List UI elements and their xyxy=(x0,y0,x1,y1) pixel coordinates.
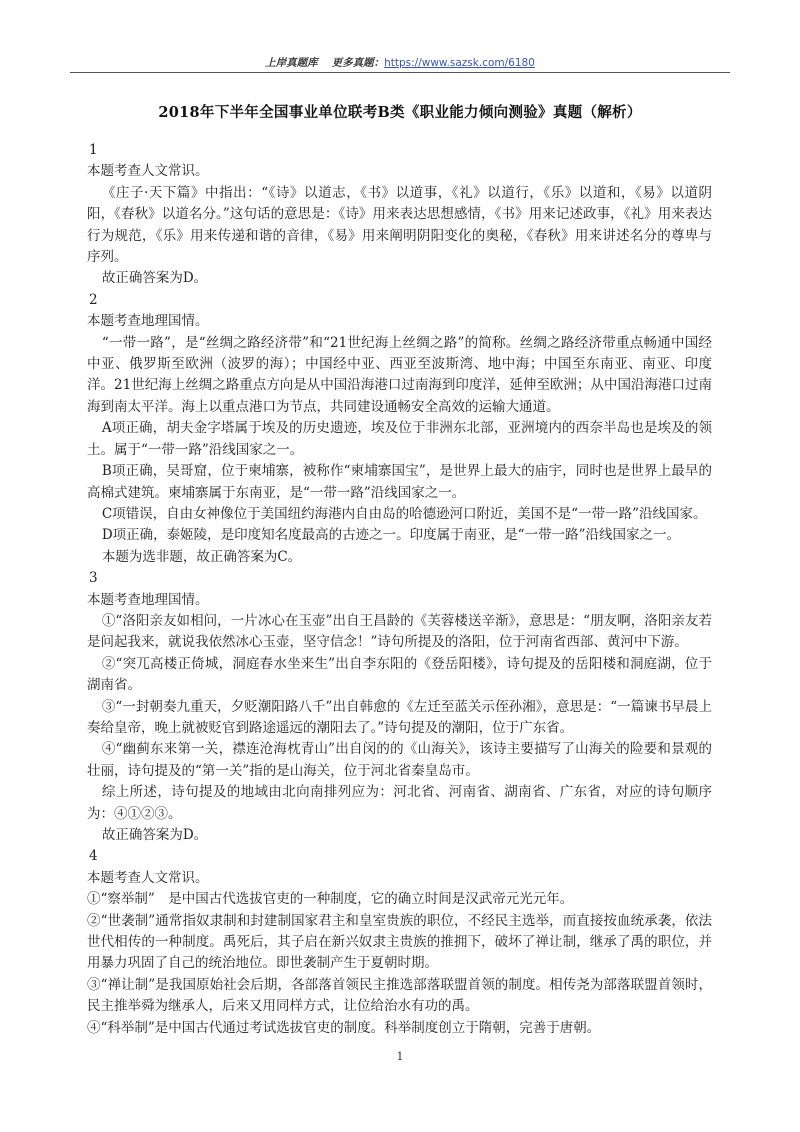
paragraph: B项正确，吴哥窟，位于柬埔寨，被称作“柬埔寨国宝”，是世界上最大的庙宇，同时也是世界上最早的高棉式建筑。柬埔寨属于东南亚，是“一带一路”沿线国家之一。 xyxy=(87,463,712,501)
source-link[interactable]: https://www.sazsk.com/6180 xyxy=(384,57,535,69)
answer-line: 故正确答案为D。 xyxy=(101,270,208,287)
page-header xyxy=(0,55,800,70)
paragraph: ①“洛阳亲友如相问，一片冰心在玉壶”出自王昌龄的《芙蓉楼送辛渐》，意思是：“朋友啊，洛阳亲友若是问起我来，就说我依然冰心玉壶，坚守信念！”诗句所提及的洛阳，位于河南省西部、黄河中下游。 xyxy=(87,612,712,651)
paragraph: ②“突兀高楼正倚城，洞庭春水坐来生”出自李东阳的《登岳阳楼》，诗句提及的岳阳楼和洞庭湖，位于湖南省。 xyxy=(87,655,712,694)
paragraph: ④“科举制”是中国古代通过考试选拔官吏的制度。科举制度创立于隋朝，完善于唐朝。 xyxy=(87,1019,601,1036)
more-label: 更多真题： xyxy=(331,57,385,69)
paragraph: 本题考查人文常识。 xyxy=(87,869,209,886)
paragraph: ④“幽蓟东来第一关，襟连沧海枕青山”出自闵的的《山海关》，该诗主要描写了山海关的险要和景观的壮丽，诗句提及的“第一关”指的是山海关，位于河北省秦皇岛市。 xyxy=(87,741,712,779)
paragraph: 《庄子·天下篇》中指出：“《诗》以道志，《书》以道事，《礼》以道行，《乐》以道和，《易》以道阴阳，《春秋》以道名分。”这句话的意思是：《诗》用来表达思想感情，《书》用来记述政事，《礼》用来表达行为规范，《乐》用来传递和谐的音律，《易》用来阐明阴阳变化的奥秘，《春秋》用来讲述名分的尊卑与序列。 xyxy=(87,184,712,266)
paragraph: “一带一路”，是“丝绸之路经济带”和“21世纪海上丝绸之路”的简称。丝绸之路经济带重点畅通中国经中亚、俄罗斯至欧洲（波罗的海）；中国经中亚、西亚至波斯湾、地中海；中国至东南亚、南亚、印度洋。21世纪海上丝绸之路重点方向是从中国沿海港口过南海到印度洋，延伸至欧洲；从中国沿海港口过南海到南太平洋。海上以重点港口为节点，共同建设通畅安全高效的运输大通道。 xyxy=(87,334,712,415)
answer-line: 故正确答案为D。 xyxy=(101,827,208,843)
question-number: 3 xyxy=(89,570,98,587)
paragraph: ③“一封朝奏九重天，夕贬潮阳路八千”出自韩愈的《左迁至蓝关示侄孙湘》，意思是：“一篇谏书早晨上奏给皇帝，晚上就被贬官到路途遥远的潮阳去了。”诗句提及的潮阳，位于广东省。 xyxy=(87,698,712,736)
paragraph: A项正确，胡夫金字塔属于埃及的历史遗迹，埃及位于非洲东北部，亚洲境内的西奈半岛也是埃及的领土。属于“一带一路”沿线国家之一。 xyxy=(87,420,712,458)
paragraph: ①“察举制” 是中国古代选拔官吏的一种制度，它的确立时间是汉武帝元光元年。 xyxy=(87,891,574,908)
paragraph: D项正确，泰姬陵，是印度知名度最高的古迹之一。印度属于南亚，是“一带一路”沿线国家之一。 xyxy=(101,527,680,544)
answer-line: 本题为选非题，故正确答案为C。 xyxy=(101,548,302,565)
paragraph: C项错误，自由女神像位于美国纽约海港内自由岛的哈德逊河口附近，美国不是“一带一路”沿线国家。 xyxy=(101,505,707,522)
header-divider xyxy=(70,72,730,73)
document-title: 2018年下半年全国事业单位联考B类《职业能力倾向测验》真题（解析） xyxy=(158,104,642,121)
question-number: 4 xyxy=(89,848,98,865)
site-name: 上岸真题库 xyxy=(265,57,318,69)
paragraph: 综上所述，诗句提及的地域由北向南排列应为：河北省、河南省、湖南省、广东省，对应的诗句顺序为：④①②③。 xyxy=(87,784,712,822)
paragraph: ③“禅让制”是我国原始社会后期，各部落首领民主推选部落联盟首领的制度。相传尧为部落联盟首领时，民主推举舜为继承人，后来又用同样方式，让位给治水有功的禹。 xyxy=(87,976,712,1015)
paragraph: 本题考查人文常识。 xyxy=(87,163,209,180)
paragraph: ②“世袭制”通常指奴隶制和封建制国家君主和皇室贵族的职位，不经民主选举，而直接按血统承袭，依法世代相传的一种制度。禹死后，其子启在新兴奴隶主贵族的推拥下，破坏了禅让制，继承了禹的职位，并用暴力巩固了自己的统治地位。即世袭制产生于夏朝时期。 xyxy=(87,912,712,972)
paragraph: 本题考查地理国情。 xyxy=(87,591,209,608)
question-number: 1 xyxy=(89,142,98,158)
page-number: 1 xyxy=(396,1050,404,1063)
question-number: 2 xyxy=(89,291,98,308)
document-body xyxy=(87,140,712,1039)
paragraph: 本题考查地理国情。 xyxy=(87,313,209,330)
